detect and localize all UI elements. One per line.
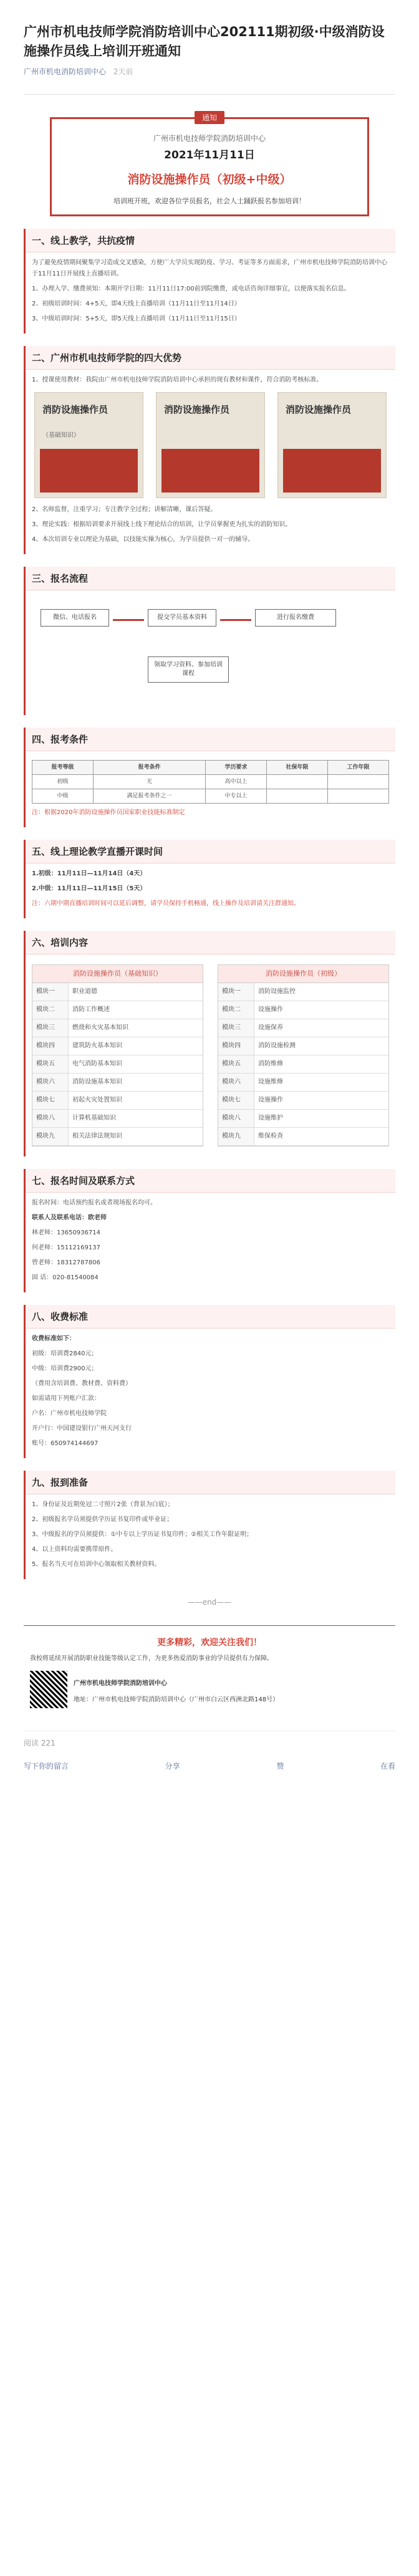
module-content: 计算机基础知识 bbox=[72, 1115, 116, 1122]
article-meta bbox=[24, 66, 395, 77]
table-row bbox=[32, 775, 389, 789]
flow-box: 微信、电话报名 bbox=[41, 609, 109, 627]
paragraph: 为了避免疫情期间聚集学习造成交叉感染，方便广大学员实现防疫、学习、考证等多方面需求，广州市机电技师学院消防培训中心于11月11日开展线上直播培训。 bbox=[32, 259, 387, 277]
module-content: 消防维修 bbox=[258, 1060, 283, 1067]
training-row bbox=[32, 1019, 203, 1037]
module-content: 消防设施检测 bbox=[258, 1042, 296, 1049]
module-label: 模块九 bbox=[32, 1128, 69, 1145]
training-grid bbox=[32, 964, 389, 1146]
share-button[interactable]: 分享 bbox=[165, 1762, 180, 1771]
table-cell: 中专以上 bbox=[205, 789, 266, 804]
paragraph: 4、以上资料均需要携带原件。 bbox=[32, 1546, 117, 1553]
paragraph: 户名：广州市机电技师学院 bbox=[32, 1410, 107, 1417]
notice-org: 广州市机电技师学院消防培训中心 bbox=[153, 134, 266, 143]
section-8 bbox=[24, 1305, 395, 1458]
module-content: 设施保养 bbox=[258, 1024, 283, 1031]
notice-course: 消防设施操作员（初级+中级） bbox=[127, 173, 292, 186]
training-row bbox=[218, 1055, 388, 1074]
training-row bbox=[218, 1110, 388, 1128]
module-content: 职业道德 bbox=[72, 988, 97, 995]
module-content: 设施操作 bbox=[258, 1006, 283, 1013]
training-row bbox=[32, 1037, 203, 1055]
training-row bbox=[32, 1055, 203, 1074]
section-1 bbox=[24, 229, 395, 334]
section-title: 三、报名流程 bbox=[26, 567, 395, 590]
module-content: 消防设施基本知识 bbox=[72, 1079, 122, 1085]
module-content: 建筑防火基本知识 bbox=[72, 1042, 122, 1049]
section-title: 七、报名时间及联系方式 bbox=[26, 1169, 395, 1193]
read-count: 阅读 221 bbox=[24, 1731, 395, 1754]
training-row bbox=[218, 1037, 388, 1055]
module-content: 消防设施监控 bbox=[258, 988, 296, 995]
paragraph: 2.中级：11月11日—11月15日（5天） bbox=[32, 885, 147, 892]
flow-box: 领取学习资料、参加培训课程 bbox=[148, 656, 229, 683]
training-row bbox=[32, 1001, 203, 1019]
training-row bbox=[32, 1092, 203, 1110]
training-row bbox=[218, 983, 388, 1001]
paragraph: 2、名师监督，注重学习；专注教学全过程；讲解清晰，课后答疑。 bbox=[32, 506, 217, 513]
section-7 bbox=[24, 1169, 395, 1292]
table-cell: 满足报考条件之一 bbox=[93, 789, 205, 804]
notice-date: 2021年11月11日 bbox=[164, 149, 255, 161]
table-cell bbox=[266, 789, 327, 804]
requirement-table bbox=[32, 760, 389, 804]
article-title: 广州市机电技师学院消防培训中心202111期初级·中级消防设施操作员线上培训开班通知 bbox=[24, 24, 385, 59]
notice-card bbox=[50, 113, 369, 216]
notice-tag: 通知 bbox=[195, 111, 224, 124]
module-content: 燃烧和火灾基本知识 bbox=[72, 1024, 128, 1031]
module-label: 模块七 bbox=[218, 1092, 254, 1109]
training-row bbox=[218, 1019, 388, 1037]
banner bbox=[24, 94, 395, 216]
table-cell bbox=[266, 775, 327, 789]
paragraph: 注：六期中期直播培训时间可以延后调整，请学员保持手机畅通，线上操作及培训请关注群通知。 bbox=[32, 900, 300, 907]
paragraph: 中级：培训费2900元； bbox=[32, 1365, 98, 1372]
account-link[interactable]: 广州市机电消防培训中心 bbox=[24, 67, 107, 76]
paragraph: 1.初级：11月11日—11月14日（4天） bbox=[32, 870, 147, 877]
training-row bbox=[32, 1110, 203, 1128]
module-content: 消防工作概述 bbox=[72, 1006, 110, 1013]
module-label: 模块一 bbox=[32, 983, 69, 1001]
footer-org: 广州市机电技师学院消防培训中心 bbox=[74, 1680, 167, 1687]
contact-line[interactable]: 曾老师：18312787806 bbox=[32, 1259, 100, 1266]
paragraph: 4、本次培训专业以理论为基础，以技能实操为核心，为学员提供一对一的辅导。 bbox=[32, 536, 254, 543]
training-column-right bbox=[218, 964, 389, 1146]
module-label: 模块三 bbox=[32, 1019, 69, 1037]
module-content: 设施维护 bbox=[258, 1115, 283, 1122]
table-header: 社保年限 bbox=[266, 761, 327, 775]
paragraph: 开户行：中国建设银行广州天河支行 bbox=[32, 1425, 132, 1432]
contact-line[interactable]: 何老师：15112169137 bbox=[32, 1244, 100, 1251]
article-date: 2天前 bbox=[113, 67, 133, 76]
paragraph: 如需请用下列账户汇款： bbox=[32, 1395, 100, 1402]
training-row bbox=[218, 1074, 388, 1092]
module-content: 相关法律法规知识 bbox=[72, 1133, 122, 1140]
module-label: 模块一 bbox=[218, 983, 254, 1001]
module-label: 模块六 bbox=[32, 1074, 69, 1091]
module-content: 初起火灾处置知识 bbox=[72, 1097, 122, 1103]
paragraph: 收费标准如下： bbox=[32, 1335, 75, 1342]
paragraph: 3、理论实践：根据培训要求开展线上线下理论结合的培训，让学员掌握更为扎实的消防知识。 bbox=[32, 521, 292, 528]
module-content: 电气消防基本知识 bbox=[72, 1060, 122, 1067]
module-label: 模块八 bbox=[218, 1110, 254, 1127]
paragraph: 账号：650974144697 bbox=[32, 1440, 99, 1447]
module-label: 模块四 bbox=[32, 1037, 69, 1055]
paragraph: 3、中级报名的学员须提供：①中专以上学历证书复印件；②相关工作年限证明； bbox=[32, 1531, 253, 1538]
contact-line[interactable]: 固 话：020-81540084 bbox=[32, 1274, 99, 1281]
paragraph: 联系人及联系电话：欧老师 bbox=[32, 1214, 107, 1221]
section-9 bbox=[24, 1471, 395, 1579]
favorite-button[interactable]: 在看 bbox=[380, 1762, 395, 1771]
notice-call: 培训班开班，欢迎各位学员报名，社会人士踊跃报名参加培训！ bbox=[113, 197, 306, 205]
section-5 bbox=[24, 840, 395, 918]
book-title: 消防设施操作员 bbox=[42, 404, 108, 415]
training-column-left bbox=[32, 964, 203, 1146]
section-title: 五、线上理论教学直播开课时间 bbox=[26, 840, 395, 863]
footer-title: 更多精彩，欢迎关注我们！ bbox=[157, 1638, 262, 1648]
section-title: 八、收费标准 bbox=[26, 1305, 395, 1329]
column-header: 消防设施操作员（初级） bbox=[218, 965, 388, 983]
module-label: 模块五 bbox=[32, 1055, 69, 1073]
table-cell: 高中以上 bbox=[205, 775, 266, 789]
training-row bbox=[218, 1001, 388, 1019]
table-header: 报考等级 bbox=[32, 761, 94, 775]
paragraph: 2、初级培训时间：4+5天，即4天线上直播培训（11月11日至11月14日） bbox=[32, 300, 241, 307]
training-row bbox=[32, 1128, 203, 1146]
table-header: 学历要求 bbox=[205, 761, 266, 775]
section-title: 一、线上教学，共抗疫情 bbox=[26, 229, 395, 252]
flow-box: 进行报名缴费 bbox=[255, 609, 336, 627]
table-cell bbox=[327, 775, 388, 789]
note: 注：根据2020年消防设施操作员国家职业技能标准制定 bbox=[32, 809, 185, 816]
footer-paragraph: 我校将延续开展消防职业技能等级认定工作，为更多热爱消防事业的学员提供有力保障。 bbox=[30, 1655, 273, 1662]
table-row bbox=[32, 789, 389, 804]
table-cell bbox=[327, 789, 388, 804]
bottom-actions bbox=[24, 1761, 395, 1771]
book-subtitle: （基础知识） bbox=[42, 432, 80, 439]
module-content: 设施操作 bbox=[258, 1097, 283, 1103]
module-content: 设施维修 bbox=[258, 1079, 283, 1085]
paragraph: 1、身份证及近期免冠二寸照片2张（背景为白底）； bbox=[32, 1501, 174, 1508]
section-title: 二、广州市机电技师学院的四大优势 bbox=[26, 346, 395, 370]
book-title: 消防设施操作员 bbox=[286, 404, 352, 415]
module-label: 模块四 bbox=[218, 1037, 254, 1055]
book-cover bbox=[277, 392, 387, 498]
paragraph: 初级：培训费2840元； bbox=[32, 1350, 98, 1357]
training-row bbox=[218, 1092, 388, 1110]
table-cell: 中级 bbox=[32, 789, 94, 804]
table-header: 工作年限 bbox=[327, 761, 388, 775]
paragraph: 5、报名当天可在培训中心领取相关教材资料。 bbox=[32, 1561, 161, 1568]
like-button[interactable]: 赞 bbox=[276, 1762, 284, 1771]
column-header: 消防设施操作员（基础知识） bbox=[32, 965, 203, 983]
flow-chart bbox=[26, 597, 395, 715]
section-title: 九、报到准备 bbox=[26, 1471, 395, 1494]
module-label: 模块八 bbox=[32, 1110, 69, 1127]
module-label: 模块七 bbox=[32, 1092, 69, 1109]
training-row bbox=[32, 1074, 203, 1092]
book-images bbox=[34, 392, 387, 498]
comment-button[interactable]: 写下你的留言 bbox=[24, 1762, 69, 1771]
paragraph: 3、中级培训时间：5+5天，即5天线上直播培训（11月11日至11月15日） bbox=[32, 315, 241, 322]
section-title: 四、报考条件 bbox=[26, 728, 395, 751]
section-title: 六、培训内容 bbox=[26, 931, 395, 954]
table-header: 报考条件 bbox=[93, 761, 205, 775]
paragraph: 2、初级报名学员须提供学历证书复印件或毕业证； bbox=[32, 1516, 173, 1523]
module-label: 模块二 bbox=[32, 1001, 69, 1019]
book-title: 消防设施操作员 bbox=[164, 404, 230, 415]
module-label: 模块二 bbox=[218, 1001, 254, 1019]
book-cover bbox=[156, 392, 265, 498]
module-label: 模块三 bbox=[218, 1019, 254, 1037]
footer-card bbox=[24, 1625, 395, 1718]
flow-box: 提交学员基本资料 bbox=[148, 609, 216, 627]
training-row bbox=[32, 983, 203, 1001]
end-marker: ——end—— bbox=[187, 1598, 232, 1607]
module-label: 模块六 bbox=[218, 1074, 254, 1091]
section-3 bbox=[24, 567, 395, 715]
qr-code[interactable] bbox=[30, 1671, 67, 1708]
module-label: 模块九 bbox=[218, 1128, 254, 1145]
paragraph: 1、办理入学、缴费须知：本期开学日期：11月11日17:00前到院缴费，或电话咨询详细事宜，以便落实报名信息。 bbox=[32, 286, 350, 292]
footer-address: 地址：广州市机电技师学院消防培训中心（广州市白云区西洲北路148号） bbox=[74, 1696, 279, 1703]
book-cover bbox=[34, 392, 143, 498]
module-content: 维保检查 bbox=[258, 1133, 283, 1140]
training-row bbox=[218, 1128, 388, 1146]
paragraph: 报名时间：电话预约报名或者现场报名均可。 bbox=[32, 1199, 157, 1206]
section-6 bbox=[24, 931, 395, 1156]
paragraph: 1、授课使用教材：我院由广州市机电技师学院消防培训中心承担的现有教材和课件，符合消防考核标准。 bbox=[32, 377, 323, 383]
paragraph: （费用含培训费、教材费、资料费） bbox=[32, 1380, 132, 1387]
section-4 bbox=[24, 728, 395, 827]
section-2 bbox=[24, 346, 395, 554]
table-cell: 无 bbox=[93, 775, 205, 789]
module-label: 模块五 bbox=[218, 1055, 254, 1073]
contact-line[interactable]: 林老师：13650936714 bbox=[32, 1229, 100, 1236]
table-cell: 初级 bbox=[32, 775, 94, 789]
